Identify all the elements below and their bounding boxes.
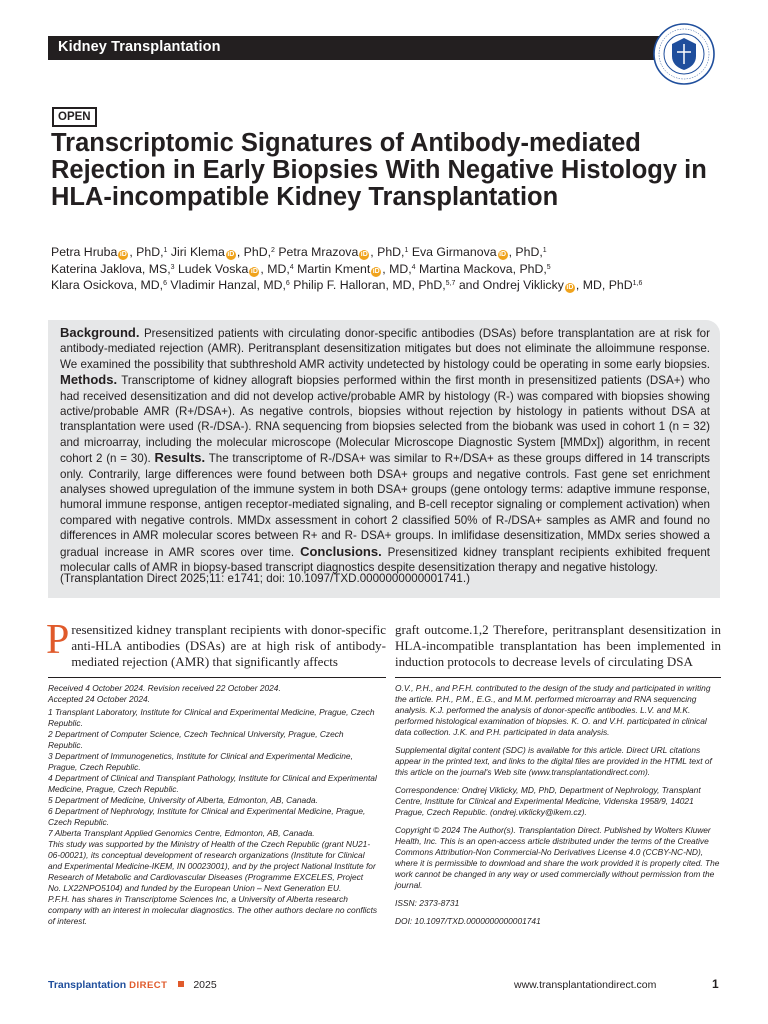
intro-text-right: graft outcome.1,2 Therefore, peritransplant desensitization in HLA-incompatible transplantation has been implemented in induction protocols to decrease levels of circulating DSA	[395, 622, 721, 670]
orcid-icon[interactable]: iD	[119, 251, 127, 258]
orcid-icon[interactable]: iD	[566, 284, 574, 291]
author-name: Klara Osickova	[51, 278, 134, 292]
left-notes	[48, 683, 378, 927]
article-title: Transcriptomic Signatures of Antibody-mediated Rejection in Early Biopsies With Negative Histology in HLA-incompatible Kidney Transplantation	[51, 129, 707, 211]
author: Petra Mrazova iD , PhD,$^1$	[278, 245, 409, 259]
affiliation-item: 4 Department of Clinical and Transplant Pathology, Institute for Clinical and Experimental Medicine, Prague, Czech Republic.	[48, 773, 377, 794]
author-affiliation-mark: 4	[289, 263, 294, 271]
author-affiliation-mark: 2	[271, 247, 275, 254]
author-affiliation-mark: 5	[546, 263, 551, 271]
author: Vladimir Hanzal, MD,$^6$	[170, 278, 290, 292]
orcid-icon[interactable]: iD	[250, 267, 258, 275]
affiliation-list	[48, 707, 378, 839]
methods-text: Transcriptome of kidney allograft biopsies performed within the first month in presensitized patients (DSA+) who had received desensitization and did not develop active/probable AMR by histology (R-) was compared with biopsies showing active/probable AMR (R+/DSA+). As negative controls, biopsies without rejection by histology in patients without DSA at transplantation were used (R-/DSA-). RNA sequencing from biopsies selected from the biobank was used in cohort 1 (n = 32) and microarray, including the molecular microscope (Molecular Microscope Diagnostic System [MMDx]) algorithm, in recent cohort 2 (n = 30).	[60, 374, 710, 466]
author: Katerina Jaklova, MS,$^3$	[51, 261, 175, 276]
open-access-badge: OPEN	[52, 107, 97, 127]
correspondence: Correspondence: Ondrej Viklicky, MD, PhD, Department of Nephrology, Transplant Centre, Institute for Clinical and Experimental Medicine, Videnska 1958/9, 14021 Prague, Czech Republic. (ondrej.viklicky@ikem.cz).	[395, 785, 701, 817]
intro-text-left: resensitized kidney transplant recipients with donor-specific anti-HLA antibodies (DSAs) are at high risk of antibody-mediated rejection (AMR) that significantly affects	[71, 622, 386, 670]
author-affiliation-mark: 4	[411, 263, 416, 271]
author: Martina Mackova, PhD,$^5$	[418, 261, 551, 276]
intro-column-right	[395, 622, 721, 671]
conclusions-heading: Conclusions.	[300, 543, 382, 559]
author-affiliation-mark: 6	[285, 280, 290, 287]
author: Ludek Voska iD , MD,$^4$	[177, 261, 294, 276]
author-name: Martin Kment	[297, 261, 371, 276]
author-affiliation-mark: 1	[404, 247, 409, 254]
orcid-icon[interactable]: iD	[227, 251, 235, 258]
society-seal-logo	[652, 22, 716, 86]
conflict-note: P.F.H. has shares in Transcriptome Sciences Inc, a University of Alberta research company with an interest in molecular diagnostics. The other authors declare no conflicts of interest.	[48, 894, 378, 926]
author-affiliation-mark: 1	[542, 247, 547, 254]
section-header-bar	[48, 36, 708, 60]
author: Jiri Klema iD , PhD,$^2$	[170, 245, 275, 259]
author-conjunction: and	[458, 278, 480, 292]
methods-heading: Methods.	[60, 372, 118, 388]
author-affiliation-mark: 6	[163, 280, 167, 287]
author-degree: MD,	[267, 261, 290, 276]
funding-note: This study was supported by the Ministry of Health of the Czech Republic (grant NU21-06-00021), its conceptual development of research organizations (Institute for Clinical and Experimental Medicine-IKEM, IN 00023001), and by the project National Institute for Research of Metabolic and Cardiovascular Diseases (Programme EXCELES, Project No. LX22NPO5104) and funded by the European Union – Next Generation EU.	[48, 839, 376, 893]
author-degree: MD, PhD	[582, 278, 633, 292]
right-notes	[395, 683, 721, 934]
footer-square-icon	[178, 981, 184, 987]
footer-url[interactable]: www.transplantationdirect.com	[514, 979, 657, 991]
author-degree: MD, PhD,	[392, 278, 446, 292]
abstract-text	[60, 325, 710, 576]
background-text: Presensitized patients with circulating donor-specific antibodies (DSAs) before transplantation are at risk for antibody-mediated rejection (AMR). Peritransplant desensitization mitigates but does not eliminate the alloimmune response. We examined the possibility that subthreshold AMR activity undetected by histology could be operating in some early biopsies.	[60, 327, 710, 371]
orcid-icon[interactable]: iD	[499, 251, 507, 258]
journal-direct: DIRECT	[129, 980, 168, 991]
issn: ISSN: 2373-8731	[395, 898, 460, 908]
sdc-note: Supplemental digital content (SDC) is available for this article. Direct URL citations appear in the printed text, and links to the digital files are provided in the HTML text of this article on the journal's Web site (www.transplantationdirect.com).	[395, 745, 712, 777]
author: Martin Kment iD , MD,$^4$	[297, 261, 416, 276]
author-affiliation-mark: 3	[170, 263, 175, 271]
author-name: Ludek Voska	[177, 261, 249, 276]
author-affiliation-mark: 5,7	[445, 280, 456, 287]
author-degree: PhD,	[519, 261, 547, 276]
orcid-icon[interactable]: iD	[372, 267, 380, 275]
received-line: Received 4 October 2024. Revision received 22 October 2024.	[48, 683, 281, 693]
author-name: Petra Hruba	[51, 245, 118, 259]
right-notes-rule	[395, 677, 721, 678]
affiliation-item: 2 Department of Computer Science, Czech Technical University, Prague, Czech Republic.	[48, 729, 344, 750]
affiliation-item: 1 Transplant Laboratory, Institute for Clinical and Experimental Medicine, Prague, Czech Republic.	[48, 707, 375, 728]
accepted-line: Accepted 24 October 2024.	[48, 694, 150, 704]
author-degree: MS,	[148, 261, 171, 276]
author-degree: PhD,	[515, 245, 543, 259]
drop-cap: P	[46, 617, 70, 663]
author-name: Petra Mrazova	[278, 245, 359, 259]
background-heading: Background.	[60, 325, 140, 340]
intro-column-left	[46, 617, 386, 671]
affiliation-item: 3 Department of Immunogenetics, Institute for Clinical and Experimental Medicine, Prague, Czech Republic.	[48, 751, 353, 772]
abstract-box	[48, 320, 720, 598]
author: Klara Osickova, MD,$^6$	[51, 278, 167, 292]
author-affiliation-mark: 1	[163, 247, 168, 254]
author-degree: PhD,	[377, 245, 405, 259]
author-name: Martina Mackova	[418, 261, 513, 276]
author-name: Jiri Klema	[170, 245, 225, 259]
footer-year: 2025	[193, 979, 217, 991]
author-degree: MD,	[140, 278, 164, 292]
author-contributions: O.V., P.H., and P.F.H. contributed to the design of the study and participated in writing the article. P.H., P.M., E.G., and M.M. performed microarray and RNA sequencing analysis. K.J. performed the analysis of donor-specific antibodies. L.V. and M.K. performed histological examination of biopsies. K. O. and V.H. participated in clinical data collection. J.K. and P.H. participated in data analysis.	[395, 683, 711, 737]
author-list	[51, 244, 731, 294]
affiliation-item: 6 Department of Nephrology, Institute for Clinical and Experimental Medicine, Prague, Czech Republic.	[48, 806, 366, 827]
doi: DOI: 10.1097/TXD.0000000000001741	[395, 916, 541, 926]
author: and Ondrej Viklicky iD , MD, PhD$^{1,6}$	[458, 278, 643, 292]
results-text: The transcriptome of R-/DSA+ was similar to R+/DSA+ as these groups differed in 14 transcripts only. Contrarily, large differences were found between both DSA+ groups and negative controls. Fast gene set enrichment analyses showed upregulation of the immune system in both DSA+ groups (gene ontology terms: adaptive immune response, humoral immune response, antigen receptor-mediated signaling, and B-cell receptor signaling or complement activation) when compared with negative controls. MMDx assessment in cohort 2 classified 50% of R-/DSA+ samples as AMR and found no differences in AMR molecular scores between R+ and R- DSA+ groups. In imlifidase desensitization, MMDx series showed a gradual increase in AMR scores over time.	[60, 452, 710, 559]
affiliation-item: 5 Department of Medicine, University of Alberta, Edmonton, AB, Canada.	[48, 795, 318, 805]
author-name: Katerina Jaklova	[51, 261, 142, 276]
affiliation-item: 7 Alberta Transplant Applied Genomics Centre, Edmonton, AB, Canada.	[48, 828, 315, 838]
author-degree: MD,	[263, 278, 286, 292]
author: Eva Girmanova iD , PhD,$^1$	[411, 245, 547, 259]
author: Philip F. Halloran, MD, PhD,$^{5,7}$	[293, 278, 456, 292]
citation-line: (Transplantation Direct 2025;11: e1741; doi: 10.1097/TXD.0000000000001741.)	[60, 572, 470, 585]
author-name: Vladimir Hanzal	[170, 278, 257, 292]
journal-name: Transplantation	[48, 979, 127, 991]
section-label: Kidney Transplantation	[58, 39, 221, 55]
author-degree: MD,	[389, 261, 412, 276]
results-heading: Results.	[154, 450, 206, 466]
conclusions-text: Presensitized kidney transplant recipients exhibited frequent molecular calls of AMR in biopsy-based transcript diagnostics despite desensitization therapy and negative histology.	[60, 545, 710, 575]
author-degree: PhD,	[136, 245, 164, 259]
footer-journal	[48, 979, 217, 991]
author-degree: PhD,	[243, 245, 271, 259]
author-name: Eva Girmanova	[411, 245, 497, 259]
left-notes-rule	[48, 677, 386, 678]
copyright: Copyright © 2024 The Author(s). Transplantation Direct. Published by Wolters Kluwer Health, Inc. This is an open-access article distributed under the terms of the Creative Commons Attribution-Non Commercial-No Derivatives License 4.0 (CCBY-NC-ND), where it is permissible to download and share the work provided it is properly cited. The work cannot be changed in any way or used commercially without permission from the journal.	[395, 825, 720, 890]
author-name: Ondrej Viklicky	[482, 278, 564, 292]
author: Petra Hruba iD , PhD,$^1$	[51, 245, 168, 259]
received-dates	[48, 683, 378, 705]
author-name: Philip F. Halloran	[293, 278, 386, 292]
page-number: 1	[712, 977, 719, 991]
author-affiliation-mark: 1,6	[632, 280, 643, 287]
orcid-icon[interactable]: iD	[360, 251, 368, 258]
